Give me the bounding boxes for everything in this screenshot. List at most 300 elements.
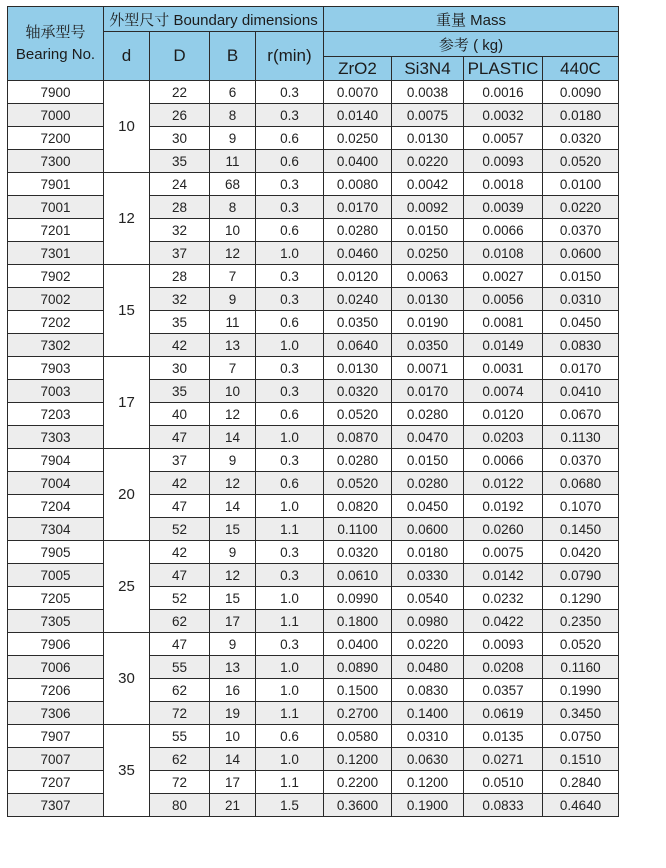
- cell-plastic: 0.0056: [464, 288, 543, 311]
- cell-440c: 0.0310: [543, 288, 619, 311]
- cell-d-group: 15: [104, 265, 150, 357]
- cell-D: 42: [150, 541, 210, 564]
- cell-zro2: 0.0320: [324, 541, 392, 564]
- cell-D: 47: [150, 495, 210, 518]
- cell-bearing-no: 7201: [8, 219, 104, 242]
- table-row: [8, 196, 619, 219]
- cell-B: 12: [210, 403, 256, 426]
- cell-bearing-no: 7000: [8, 104, 104, 127]
- cell-440c: 0.1160: [543, 656, 619, 679]
- cell-440c: 0.0100: [543, 173, 619, 196]
- cell-si3n4: 0.1400: [392, 702, 464, 725]
- table-row: [8, 748, 619, 771]
- cell-bearing-no: 7900: [8, 81, 104, 104]
- table-row: [8, 725, 619, 748]
- cell-si3n4: 0.0470: [392, 426, 464, 449]
- cell-440c: 0.0370: [543, 219, 619, 242]
- cell-B: 15: [210, 518, 256, 541]
- cell-si3n4: 0.0071: [392, 357, 464, 380]
- cell-bearing-no: 7901: [8, 173, 104, 196]
- cell-si3n4: 0.0150: [392, 449, 464, 472]
- col-r-header: r(min): [256, 32, 324, 81]
- cell-plastic: 0.0093: [464, 633, 543, 656]
- bearing-no-header-cn: 轴承型号: [25, 23, 86, 41]
- cell-plastic: 0.0120: [464, 403, 543, 426]
- cell-zro2: 0.0870: [324, 426, 392, 449]
- cell-r: 0.3: [256, 265, 324, 288]
- cell-B: 14: [210, 426, 256, 449]
- table-body: [8, 81, 619, 817]
- bearing-spec-table: [7, 6, 619, 817]
- cell-r: 0.6: [256, 311, 324, 334]
- table-row: [8, 219, 619, 242]
- cell-B: 9: [210, 288, 256, 311]
- table-row: [8, 357, 619, 380]
- cell-D: 35: [150, 311, 210, 334]
- cell-plastic: 0.0357: [464, 679, 543, 702]
- cell-si3n4: 0.0350: [392, 334, 464, 357]
- cell-plastic: 0.0135: [464, 725, 543, 748]
- cell-440c: 0.0670: [543, 403, 619, 426]
- cell-plastic: 0.0057: [464, 127, 543, 150]
- cell-bearing-no: 7301: [8, 242, 104, 265]
- cell-B: 9: [210, 633, 256, 656]
- cell-si3n4: 0.0130: [392, 288, 464, 311]
- cell-zro2: 0.0280: [324, 449, 392, 472]
- cell-si3n4: 0.0038: [392, 81, 464, 104]
- table-row: [8, 242, 619, 265]
- cell-440c: 0.0170: [543, 357, 619, 380]
- cell-r: 0.6: [256, 403, 324, 426]
- cell-d-group: 25: [104, 541, 150, 633]
- cell-bearing-no: 7907: [8, 725, 104, 748]
- cell-D: 26: [150, 104, 210, 127]
- cell-B: 68: [210, 173, 256, 196]
- cell-bearing-no: 7904: [8, 449, 104, 472]
- cell-zro2: 0.0520: [324, 472, 392, 495]
- cell-zro2: 0.1200: [324, 748, 392, 771]
- cell-D: 42: [150, 472, 210, 495]
- table-row: [8, 518, 619, 541]
- cell-D: 47: [150, 633, 210, 656]
- cell-si3n4: 0.0250: [392, 242, 464, 265]
- mass-header: 重量 Mass: [324, 7, 619, 32]
- cell-D: 30: [150, 127, 210, 150]
- cell-D: 52: [150, 587, 210, 610]
- cell-plastic: 0.0027: [464, 265, 543, 288]
- cell-440c: 0.1290: [543, 587, 619, 610]
- cell-D: 32: [150, 288, 210, 311]
- cell-plastic: 0.0066: [464, 219, 543, 242]
- cell-si3n4: 0.0330: [392, 564, 464, 587]
- cell-si3n4: 0.0480: [392, 656, 464, 679]
- table-row: [8, 702, 619, 725]
- cell-bearing-no: 7004: [8, 472, 104, 495]
- cell-plastic: 0.0422: [464, 610, 543, 633]
- cell-zro2: 0.0250: [324, 127, 392, 150]
- table-row: [8, 150, 619, 173]
- cell-B: 6: [210, 81, 256, 104]
- cell-B: 12: [210, 242, 256, 265]
- cell-r: 1.0: [256, 748, 324, 771]
- cell-D: 35: [150, 380, 210, 403]
- col-plastic-header: PLASTIC: [464, 57, 543, 81]
- table-row: [8, 564, 619, 587]
- cell-B: 15: [210, 587, 256, 610]
- cell-440c: 0.3450: [543, 702, 619, 725]
- col-zro2-header: ZrO2: [324, 57, 392, 81]
- cell-B: 9: [210, 449, 256, 472]
- cell-B: 21: [210, 794, 256, 817]
- cell-r: 0.6: [256, 150, 324, 173]
- table-header: [8, 7, 619, 81]
- table-row: [8, 679, 619, 702]
- cell-440c: 0.0150: [543, 265, 619, 288]
- cell-si3n4: 0.0280: [392, 403, 464, 426]
- cell-zro2: 0.0520: [324, 403, 392, 426]
- cell-bearing-no: 7202: [8, 311, 104, 334]
- cell-bearing-no: 7303: [8, 426, 104, 449]
- cell-B: 7: [210, 357, 256, 380]
- cell-plastic: 0.0203: [464, 426, 543, 449]
- cell-D: 47: [150, 564, 210, 587]
- cell-r: 0.6: [256, 725, 324, 748]
- cell-B: 8: [210, 196, 256, 219]
- cell-si3n4: 0.0220: [392, 633, 464, 656]
- table-row: [8, 472, 619, 495]
- cell-D: 32: [150, 219, 210, 242]
- cell-D: 72: [150, 771, 210, 794]
- cell-d-group: 12: [104, 173, 150, 265]
- cell-r: 0.3: [256, 173, 324, 196]
- cell-B: 11: [210, 150, 256, 173]
- cell-plastic: 0.0039: [464, 196, 543, 219]
- cell-440c: 0.0180: [543, 104, 619, 127]
- cell-bearing-no: 7207: [8, 771, 104, 794]
- cell-bearing-no: 7300: [8, 150, 104, 173]
- cell-zro2: 0.2200: [324, 771, 392, 794]
- cell-B: 14: [210, 748, 256, 771]
- cell-plastic: 0.0075: [464, 541, 543, 564]
- cell-D: 55: [150, 725, 210, 748]
- cell-r: 0.3: [256, 564, 324, 587]
- bearing-no-header: [8, 7, 104, 81]
- cell-440c: 0.1130: [543, 426, 619, 449]
- cell-zro2: 0.0130: [324, 357, 392, 380]
- cell-D: 37: [150, 242, 210, 265]
- table-row: [8, 288, 619, 311]
- cell-si3n4: 0.1200: [392, 771, 464, 794]
- cell-r: 1.0: [256, 334, 324, 357]
- cell-r: 0.3: [256, 449, 324, 472]
- table-row: [8, 380, 619, 403]
- col-D-header: D: [150, 32, 210, 81]
- cell-zro2: 0.0320: [324, 380, 392, 403]
- table-row: [8, 81, 619, 104]
- col-B-header: B: [210, 32, 256, 81]
- cell-zro2: 0.0120: [324, 265, 392, 288]
- cell-D: 62: [150, 679, 210, 702]
- cell-bearing-no: 7203: [8, 403, 104, 426]
- cell-si3n4: 0.0063: [392, 265, 464, 288]
- cell-si3n4: 0.0092: [392, 196, 464, 219]
- cell-D: 40: [150, 403, 210, 426]
- cell-bearing-no: 7306: [8, 702, 104, 725]
- cell-plastic: 0.0093: [464, 150, 543, 173]
- cell-440c: 0.0220: [543, 196, 619, 219]
- cell-plastic: 0.0510: [464, 771, 543, 794]
- table-row: [8, 633, 619, 656]
- cell-r: 1.0: [256, 587, 324, 610]
- cell-bearing-no: 7302: [8, 334, 104, 357]
- cell-zro2: 0.1800: [324, 610, 392, 633]
- cell-D: 22: [150, 81, 210, 104]
- cell-r: 0.3: [256, 288, 324, 311]
- cell-bearing-no: 7200: [8, 127, 104, 150]
- cell-zro2: 0.0080: [324, 173, 392, 196]
- cell-zro2: 0.0580: [324, 725, 392, 748]
- table-row: [8, 311, 619, 334]
- cell-plastic: 0.0232: [464, 587, 543, 610]
- cell-D: 42: [150, 334, 210, 357]
- cell-bearing-no: 7206: [8, 679, 104, 702]
- cell-plastic: 0.0260: [464, 518, 543, 541]
- cell-440c: 0.0830: [543, 334, 619, 357]
- cell-plastic: 0.0074: [464, 380, 543, 403]
- table-row: [8, 127, 619, 150]
- cell-D: 62: [150, 748, 210, 771]
- cell-zro2: 0.0280: [324, 219, 392, 242]
- cell-bearing-no: 7006: [8, 656, 104, 679]
- table-row: [8, 495, 619, 518]
- cell-d-group: 30: [104, 633, 150, 725]
- cell-si3n4: 0.0180: [392, 541, 464, 564]
- table-row: [8, 610, 619, 633]
- cell-plastic: 0.0031: [464, 357, 543, 380]
- cell-D: 35: [150, 150, 210, 173]
- cell-440c: 0.0410: [543, 380, 619, 403]
- cell-zro2: 0.0170: [324, 196, 392, 219]
- cell-r: 0.3: [256, 541, 324, 564]
- cell-si3n4: 0.0150: [392, 219, 464, 242]
- cell-zro2: 0.0610: [324, 564, 392, 587]
- cell-r: 1.0: [256, 495, 324, 518]
- spec-table-wrapper: [7, 6, 619, 817]
- cell-440c: 0.0090: [543, 81, 619, 104]
- cell-D: 24: [150, 173, 210, 196]
- cell-bearing-no: 7906: [8, 633, 104, 656]
- cell-d-group: 17: [104, 357, 150, 449]
- table-row: [8, 265, 619, 288]
- table-row: [8, 334, 619, 357]
- cell-B: 10: [210, 380, 256, 403]
- cell-D: 37: [150, 449, 210, 472]
- col-si3n4-header: Si3N4: [392, 57, 464, 81]
- cell-r: 0.3: [256, 104, 324, 127]
- cell-plastic: 0.0271: [464, 748, 543, 771]
- cell-B: 19: [210, 702, 256, 725]
- cell-440c: 0.0370: [543, 449, 619, 472]
- cell-plastic: 0.0081: [464, 311, 543, 334]
- cell-plastic: 0.0149: [464, 334, 543, 357]
- table-row: [8, 794, 619, 817]
- cell-B: 12: [210, 564, 256, 587]
- cell-plastic: 0.0122: [464, 472, 543, 495]
- cell-B: 7: [210, 265, 256, 288]
- table-row: [8, 104, 619, 127]
- cell-r: 1.0: [256, 656, 324, 679]
- cell-B: 11: [210, 311, 256, 334]
- cell-zro2: 0.2700: [324, 702, 392, 725]
- cell-bearing-no: 7905: [8, 541, 104, 564]
- cell-B: 9: [210, 541, 256, 564]
- cell-r: 1.0: [256, 426, 324, 449]
- cell-plastic: 0.0066: [464, 449, 543, 472]
- cell-zro2: 0.0460: [324, 242, 392, 265]
- cell-plastic: 0.0208: [464, 656, 543, 679]
- cell-zro2: 0.0990: [324, 587, 392, 610]
- cell-B: 9: [210, 127, 256, 150]
- cell-440c: 0.0520: [543, 150, 619, 173]
- cell-d-group: 10: [104, 81, 150, 173]
- cell-440c: 0.0680: [543, 472, 619, 495]
- table-row: [8, 587, 619, 610]
- col-d-header: d: [104, 32, 150, 81]
- cell-r: 0.6: [256, 219, 324, 242]
- cell-440c: 0.2350: [543, 610, 619, 633]
- cell-r: 0.3: [256, 81, 324, 104]
- cell-D: 55: [150, 656, 210, 679]
- cell-bearing-no: 7903: [8, 357, 104, 380]
- cell-si3n4: 0.0190: [392, 311, 464, 334]
- cell-si3n4: 0.0170: [392, 380, 464, 403]
- cell-B: 8: [210, 104, 256, 127]
- cell-B: 12: [210, 472, 256, 495]
- table-row: [8, 426, 619, 449]
- cell-D: 80: [150, 794, 210, 817]
- cell-bearing-no: 7205: [8, 587, 104, 610]
- cell-r: 1.1: [256, 518, 324, 541]
- table-row: [8, 449, 619, 472]
- cell-D: 52: [150, 518, 210, 541]
- cell-si3n4: 0.0630: [392, 748, 464, 771]
- cell-zro2: 0.0240: [324, 288, 392, 311]
- cell-zro2: 0.0640: [324, 334, 392, 357]
- boundary-dimensions-header: 外型尺寸 Boundary dimensions: [104, 7, 324, 32]
- cell-440c: 0.0750: [543, 725, 619, 748]
- cell-zro2: 0.3600: [324, 794, 392, 817]
- cell-B: 17: [210, 610, 256, 633]
- cell-d-group: 20: [104, 449, 150, 541]
- cell-D: 62: [150, 610, 210, 633]
- cell-plastic: 0.0833: [464, 794, 543, 817]
- cell-D: 28: [150, 265, 210, 288]
- cell-440c: 0.2840: [543, 771, 619, 794]
- cell-D: 28: [150, 196, 210, 219]
- cell-plastic: 0.0142: [464, 564, 543, 587]
- cell-440c: 0.0320: [543, 127, 619, 150]
- cell-bearing-no: 7204: [8, 495, 104, 518]
- table-row: [8, 173, 619, 196]
- cell-si3n4: 0.0450: [392, 495, 464, 518]
- cell-plastic: 0.0018: [464, 173, 543, 196]
- cell-r: 0.3: [256, 380, 324, 403]
- cell-si3n4: 0.0130: [392, 127, 464, 150]
- cell-440c: 0.1450: [543, 518, 619, 541]
- cell-bearing-no: 7001: [8, 196, 104, 219]
- cell-r: 0.6: [256, 472, 324, 495]
- cell-bearing-no: 7002: [8, 288, 104, 311]
- cell-si3n4: 0.0220: [392, 150, 464, 173]
- cell-r: 0.6: [256, 127, 324, 150]
- cell-si3n4: 0.0075: [392, 104, 464, 127]
- cell-B: 13: [210, 334, 256, 357]
- cell-r: 0.3: [256, 633, 324, 656]
- table-row: [8, 656, 619, 679]
- cell-440c: 0.1070: [543, 495, 619, 518]
- cell-440c: 0.0790: [543, 564, 619, 587]
- cell-zro2: 0.0140: [324, 104, 392, 127]
- cell-440c: 0.0520: [543, 633, 619, 656]
- cell-r: 1.0: [256, 679, 324, 702]
- cell-si3n4: 0.0830: [392, 679, 464, 702]
- reference-kg-header: 参考 ( kg): [324, 32, 619, 57]
- cell-bearing-no: 7003: [8, 380, 104, 403]
- cell-si3n4: 0.0280: [392, 472, 464, 495]
- cell-zro2: 0.0400: [324, 633, 392, 656]
- table-row: [8, 771, 619, 794]
- cell-bearing-no: 7005: [8, 564, 104, 587]
- cell-D: 72: [150, 702, 210, 725]
- cell-D: 47: [150, 426, 210, 449]
- cell-zro2: 0.0350: [324, 311, 392, 334]
- cell-B: 16: [210, 679, 256, 702]
- cell-zro2: 0.0070: [324, 81, 392, 104]
- cell-zro2: 0.0400: [324, 150, 392, 173]
- cell-plastic: 0.0192: [464, 495, 543, 518]
- cell-plastic: 0.0032: [464, 104, 543, 127]
- cell-bearing-no: 7304: [8, 518, 104, 541]
- cell-plastic: 0.0619: [464, 702, 543, 725]
- cell-si3n4: 0.0540: [392, 587, 464, 610]
- cell-440c: 0.0600: [543, 242, 619, 265]
- cell-440c: 0.0450: [543, 311, 619, 334]
- cell-zro2: 0.0820: [324, 495, 392, 518]
- bearing-no-header-en: Bearing No.: [15, 45, 96, 63]
- col-440c-header: 440C: [543, 57, 619, 81]
- cell-440c: 0.0420: [543, 541, 619, 564]
- cell-B: 17: [210, 771, 256, 794]
- cell-bearing-no: 7007: [8, 748, 104, 771]
- cell-r: 1.5: [256, 794, 324, 817]
- cell-r: 1.1: [256, 702, 324, 725]
- cell-bearing-no: 7305: [8, 610, 104, 633]
- cell-440c: 0.4640: [543, 794, 619, 817]
- cell-si3n4: 0.0042: [392, 173, 464, 196]
- cell-zro2: 0.1500: [324, 679, 392, 702]
- cell-zro2: 0.0890: [324, 656, 392, 679]
- cell-r: 1.1: [256, 610, 324, 633]
- cell-r: 0.3: [256, 196, 324, 219]
- cell-zro2: 0.1100: [324, 518, 392, 541]
- cell-r: 1.1: [256, 771, 324, 794]
- cell-r: 1.0: [256, 242, 324, 265]
- cell-bearing-no: 7902: [8, 265, 104, 288]
- cell-bearing-no: 7307: [8, 794, 104, 817]
- cell-440c: 0.1510: [543, 748, 619, 771]
- cell-si3n4: 0.0980: [392, 610, 464, 633]
- cell-r: 0.3: [256, 357, 324, 380]
